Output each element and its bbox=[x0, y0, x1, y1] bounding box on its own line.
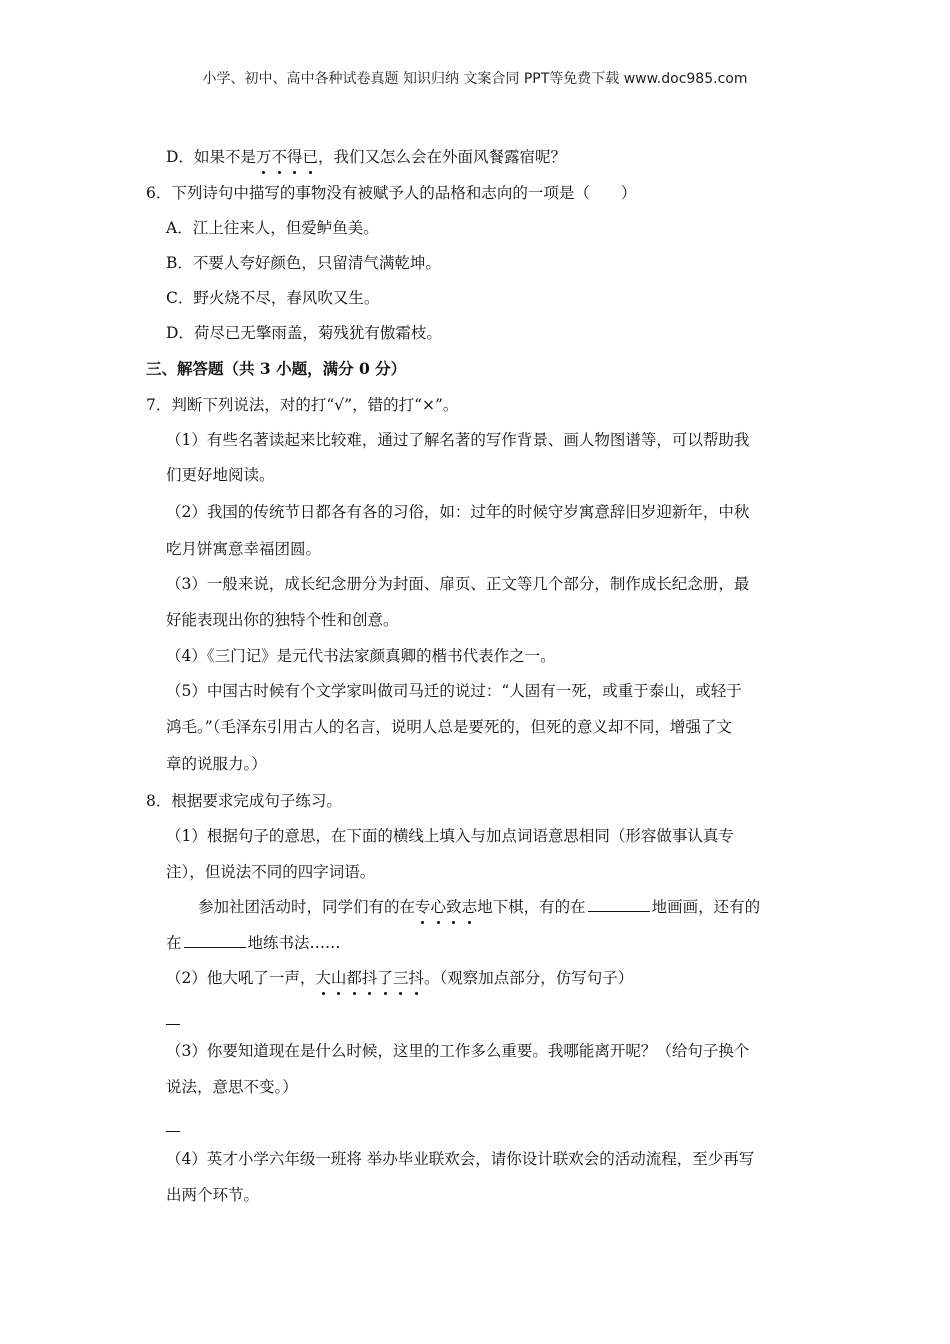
dotted-char: 了 bbox=[377, 969, 393, 987]
q8-part1-line2: 注），但说法不同的四字词语。 bbox=[166, 863, 376, 881]
section-title: 三、解答题（共 3 小题，满分 0 分） bbox=[146, 359, 407, 378]
q7-item-1-line1: （1）有些名著读起来比较难，通过了解名著的写作背景、画人物图谱等，可以帮助我 bbox=[166, 431, 750, 449]
sentence-text: 地画画，还有的 bbox=[651, 898, 761, 916]
q6-option-a: A．江上往来人，但爱鲈鱼美。 bbox=[166, 219, 379, 237]
q6-stem: 6．下列诗句中描写的事物没有被赋予人的品格和志向的一项是（ ） bbox=[146, 184, 637, 202]
answer-blank[interactable] bbox=[588, 897, 650, 912]
q7-item-5-line1: （5）中国古时候有个文学家叫做司马迁的说过：“人固有一死，或重于泰山，或轻于 bbox=[166, 682, 742, 700]
dotted-char: 致 bbox=[446, 898, 462, 916]
q7-item-3-line2: 好能表现出你的独特个性和创意。 bbox=[166, 611, 399, 629]
sentence-text: 在 bbox=[166, 934, 182, 952]
q5-d-text-post: ，我们又怎么会在外面风餐露宿呢？ bbox=[318, 148, 567, 166]
dotted-char: 抖 bbox=[408, 969, 424, 987]
dotted-char: 不 bbox=[271, 148, 287, 166]
q7-item-2-line2: 吃月饼寓意幸福团圆。 bbox=[166, 540, 322, 558]
q8-part4-line1: （4）英才小学六年级一班将 举办毕业联欢会，请你设计联欢会的活动流程，至少再写 bbox=[166, 1150, 755, 1168]
dotted-char: 得 bbox=[286, 148, 303, 166]
q6-option-b: B．不要人夸好颜色，只留清气满乾坤。 bbox=[166, 254, 441, 272]
answer-line[interactable] bbox=[166, 1024, 180, 1025]
q6-option-c: C．野火烧不尽，春风吹又生。 bbox=[166, 289, 380, 307]
dotted-char: 都 bbox=[346, 969, 362, 987]
q7-item-5-line3: 章的说服力。） bbox=[166, 755, 267, 773]
page-header-banner: 小学、初中、高中各种试卷真题 知识归纳 文案合同 PPT等免费下载 www.doc985.com bbox=[202, 71, 748, 87]
dotted-char: 已 bbox=[302, 148, 319, 166]
q7-item-2-line1: （2）我国的传统节日都各有各的习俗，如：过年的时候守岁寓意辞旧岁迎新年，中秋 bbox=[166, 503, 750, 521]
part2-text: （2）他大吼了一声， bbox=[166, 969, 316, 987]
q7-item-1-line2: 们更好地阅读。 bbox=[166, 466, 275, 484]
q8-part1-sentence-cont bbox=[166, 933, 341, 953]
dotted-char: 山 bbox=[330, 969, 347, 987]
answer-blank[interactable] bbox=[184, 933, 246, 948]
part2-text: 。（观察加点部分，仿写句子） bbox=[423, 969, 634, 987]
q8-stem: 8．根据要求完成句子练习。 bbox=[146, 792, 342, 810]
q5-option-d bbox=[166, 147, 566, 167]
q8-part1-sentence bbox=[198, 897, 760, 917]
sentence-text: 地下棋，有的在 bbox=[477, 898, 586, 916]
q7-stem: 7．判断下列说法，对的打“√”，错的打“×”。 bbox=[146, 396, 459, 414]
dotted-char: 万 bbox=[255, 148, 272, 166]
q8-part1-line1: （1）根据句子的意思，在下面的横线上填入与加点词语意思相同（形容做事认真专 bbox=[166, 827, 734, 845]
dotted-char: 大 bbox=[315, 969, 331, 987]
dotted-char: 专 bbox=[415, 898, 431, 916]
q7-item-4: （4）《三门记》是元代书法家颜真卿的楷书代表作之一。 bbox=[166, 647, 556, 665]
sentence-text: 参加社团活动时，同学们有的在 bbox=[198, 898, 416, 916]
dotted-char: 志 bbox=[461, 898, 478, 916]
answer-line[interactable] bbox=[166, 1131, 180, 1132]
q6-option-d: D．荷尽已无擎雨盖，菊残犹有傲霜枝。 bbox=[166, 324, 442, 342]
sentence-text: 地练书法…… bbox=[247, 934, 341, 952]
q8-part3-line1: （3）你要知道现在是什么时候，这里的工作多么重要。我哪能离开呢？（给句子换个 bbox=[166, 1042, 750, 1060]
q8-part3-line2: 说法，意思不变。） bbox=[166, 1078, 298, 1096]
q7-item-3-line1: （3）一般来说，成长纪念册分为封面、扉页、正文等几个部分，制作成长纪念册，最 bbox=[166, 575, 750, 593]
q8-part2 bbox=[166, 968, 633, 988]
dotted-char: 抖 bbox=[361, 969, 378, 987]
q8-part4-line2: 出两个环节。 bbox=[166, 1186, 260, 1204]
dotted-char: 三 bbox=[392, 969, 409, 987]
option-label: D． bbox=[166, 148, 194, 166]
q7-item-5-line2: 鸿毛。”（毛泽东引用古人的名言，说明人总是要死的，但死的意义却不同，增强了文 bbox=[166, 718, 732, 736]
q5-d-text-pre: 如果不是 bbox=[193, 148, 256, 166]
dotted-char: 心 bbox=[430, 898, 447, 916]
